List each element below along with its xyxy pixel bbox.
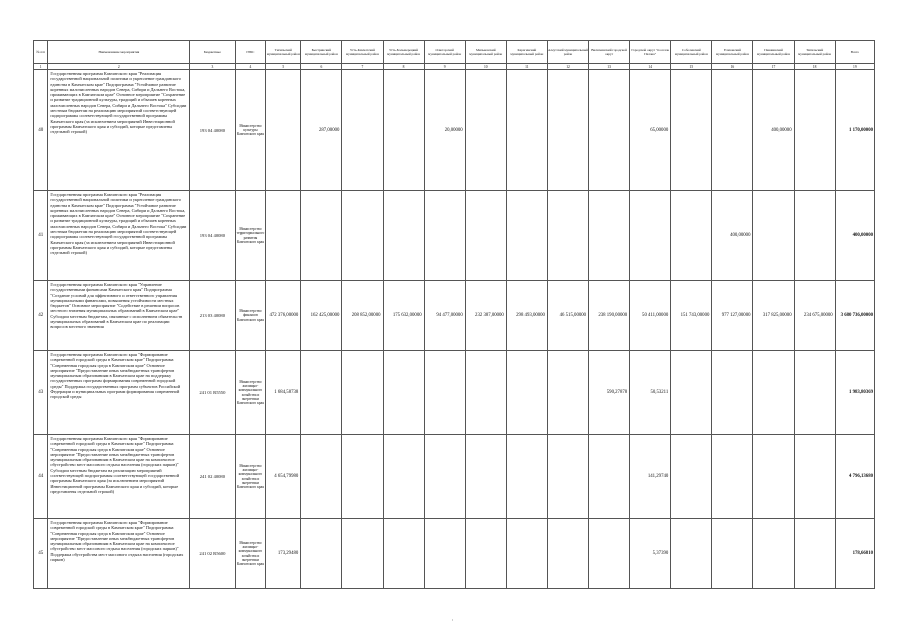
column-header: Всего bbox=[835, 41, 874, 64]
column-index-cell: 12 bbox=[547, 64, 588, 70]
district-value-cell: 20,00000 bbox=[424, 70, 465, 191]
district-value-cell bbox=[794, 519, 835, 589]
district-value-cell bbox=[342, 191, 383, 281]
district-value-cell bbox=[753, 351, 794, 435]
column-header: Карагинский муниципальный район bbox=[506, 41, 547, 64]
district-value-cell: 94 477,00000 bbox=[424, 281, 465, 351]
column-header: № п/п bbox=[34, 41, 48, 64]
district-value-cell bbox=[671, 435, 712, 519]
grbs-cell: Министерство финансов Камчатского края bbox=[235, 281, 266, 351]
grbs-cell: Министерство жилищно-коммунального хозяйства и энергетики Камчатского края bbox=[235, 351, 266, 435]
district-value-cell bbox=[753, 519, 794, 589]
budget-code-cell: 193 04 40080 bbox=[190, 191, 235, 281]
district-value-cell bbox=[383, 351, 424, 435]
column-index-cell: 9 bbox=[424, 64, 465, 70]
district-value-cell bbox=[342, 435, 383, 519]
district-value-cell bbox=[465, 351, 506, 435]
district-value-cell: 234 675,00000 bbox=[794, 281, 835, 351]
district-value-cell bbox=[547, 351, 588, 435]
district-value-cell: 400,00000 bbox=[712, 191, 753, 281]
grbs-cell: Министерство жилищно-коммунального хозяйства и энергетики Камчатского края bbox=[235, 435, 266, 519]
district-value-cell bbox=[424, 519, 465, 589]
column-header: Усть-Большерецкий муниципальный район bbox=[383, 41, 424, 64]
column-index-cell: 8 bbox=[383, 64, 424, 70]
district-value-cell bbox=[712, 351, 753, 435]
row-number-cell: 41 bbox=[34, 191, 48, 281]
district-value-cell bbox=[712, 70, 753, 191]
column-index-cell: 16 bbox=[712, 64, 753, 70]
district-value-cell bbox=[506, 519, 547, 589]
district-value-cell bbox=[424, 351, 465, 435]
budget-code-cell: 241 02 R5600 bbox=[190, 519, 235, 589]
header-row bbox=[34, 41, 875, 64]
column-header: Олюторский муниципальный район bbox=[424, 41, 465, 64]
district-value-cell bbox=[794, 351, 835, 435]
budget-code-cell: 213 03 40080 bbox=[190, 281, 235, 351]
district-value-cell bbox=[547, 191, 588, 281]
column-header: Бюджетные bbox=[190, 41, 235, 64]
measure-name-cell: Государственная программа Камчатского края "Реализация государственной национальной политики и укрепление гражданского единства в Камчатском крае" Подпрограмма "Устойчивое развитие коренных малочисленных народов Севера, Сибири и Дальнего Востока, проживающих в Камчатском крае" Основное мероприятие "Сохранение и развитие традиционной культуры, традиций и обычаев коренных малочисленных народов Севера, Сибири и Дальнего Востока" Субсидии местным бюджетам на реализацию мероприятий соответствующей подпрограммы соответствующей государственной программы Камчатского края (за исключением мероприятий Инвестиционной программы Камчатского края и субсидий, которые представлены отдельной строкой) bbox=[48, 191, 190, 281]
district-value-cell bbox=[424, 191, 465, 281]
column-header: Пенжинский муниципальный район bbox=[753, 41, 794, 64]
measure-name-cell: Государственная программа Камчатского края "Реализация государственной национальной политики и укрепление гражданского единства в Камчатском крае" Подпрограмма "Устойчивое развитие коренных малочисленных народов Севера, Сибири и Дальнего Востока, проживающих в Камчатском крае" Основное мероприятие "Сохранение и развитие традиционной культуры, традиций и обычаев коренных малочисленных народов Севера, Сибири и Дальнего Востока" Субсидии местным бюджетам на реализацию мероприятий соответствующей подпрограммы соответствующей государственной программы Камчатского края (за исключением мероприятий Инвестиционной программы Камчатского края и субсидий, которые представлены отдельной строкой) bbox=[48, 70, 190, 191]
measure-name-cell: Государственная программа Камчатского края "Управление государственными финансами Камчатского края" Подпрограмма "Создание условий для эффективного и ответственного управления муниципальными финансами, повышения устойчивости местных бюджетов" Основное мероприятие "Содействие в решении вопросов местного значения муниципальных образований в Камчатском крае" Субсидии местным бюджетам, связанные с исполнением обязательств муниципальных образований в Камчатском крае по реализации вопросов местного значения bbox=[48, 281, 190, 351]
district-value-cell bbox=[589, 519, 630, 589]
measure-name-cell: Государственная программа Камчатского края "Формирование современной городской среды в Камчатском крае" Подпрограмма "Современная городская среда в Камчатском крае" Основное мероприятие "Предоставление иных межбюджетных трансфертов муниципальным образованиям в Камчатском крае на поддержку государственных программ формирования современной городской среды" Поддержка государственных программ субъектов Российской Федерации и муниципальных программ формирования современной городской среды bbox=[48, 351, 190, 435]
district-value-cell bbox=[383, 435, 424, 519]
budget-table-sheet bbox=[33, 40, 875, 589]
district-value-cell: 4 654,79980 bbox=[266, 435, 301, 519]
district-value-cell bbox=[301, 351, 342, 435]
column-index-cell: 5 bbox=[266, 64, 301, 70]
grbs-cell: Министерство территориального развития Камчатского края bbox=[235, 191, 266, 281]
column-header: Мильковский муниципальный район bbox=[465, 41, 506, 64]
row-total-cell: 3 680 736,00000 bbox=[835, 281, 874, 351]
row-total-cell: 4 796,13680 bbox=[835, 435, 874, 519]
column-header: Соболевский муниципальный район bbox=[671, 41, 712, 64]
district-value-cell bbox=[342, 351, 383, 435]
row-number-cell: 40 bbox=[34, 70, 48, 191]
budget-code-cell: 241 01 R5550 bbox=[190, 351, 235, 435]
row-number-cell: 43 bbox=[34, 351, 48, 435]
table-row bbox=[34, 191, 875, 281]
district-value-cell bbox=[589, 70, 630, 191]
column-header: Усть-Камчатский муниципальный район bbox=[342, 41, 383, 64]
district-value-cell: 1 684,58738 bbox=[266, 351, 301, 435]
district-value-cell bbox=[547, 435, 588, 519]
column-header: ГРБС bbox=[235, 41, 266, 64]
column-index-cell: 13 bbox=[589, 64, 630, 70]
district-value-cell: 162 425,00000 bbox=[301, 281, 342, 351]
table-row bbox=[34, 351, 875, 435]
district-value-cell: 173,29480 bbox=[266, 519, 301, 589]
column-index-cell: 10 bbox=[465, 64, 506, 70]
district-value-cell: 298 493,00000 bbox=[506, 281, 547, 351]
column-header: Быстринский муниципальный район bbox=[301, 41, 342, 64]
column-index-cell: 19 bbox=[835, 64, 874, 70]
district-value-cell bbox=[342, 519, 383, 589]
district-value-cell bbox=[266, 70, 301, 191]
column-index-cell: 3 bbox=[190, 64, 235, 70]
column-header: Городской округ "поселок Палана" bbox=[630, 41, 671, 64]
district-value-cell bbox=[753, 191, 794, 281]
district-value-cell bbox=[794, 191, 835, 281]
grbs-cell: Министерство жилищно-коммунального хозяйства и энергетики Камчатского края bbox=[235, 519, 266, 589]
table-row bbox=[34, 70, 875, 191]
district-value-cell: 50,53211 bbox=[630, 351, 671, 435]
district-value-cell: 50 411,00000 bbox=[630, 281, 671, 351]
district-value-cell: 287,00000 bbox=[301, 70, 342, 191]
district-value-cell bbox=[589, 435, 630, 519]
column-index-cell: 6 bbox=[301, 64, 342, 70]
row-total-cell: 178,66810 bbox=[835, 519, 874, 589]
column-header: Тигильский муниципальный район bbox=[794, 41, 835, 64]
district-value-cell bbox=[465, 191, 506, 281]
district-value-cell bbox=[424, 435, 465, 519]
row-total-cell: 1 170,00000 bbox=[835, 70, 874, 191]
district-value-cell bbox=[712, 519, 753, 589]
district-value-cell bbox=[383, 519, 424, 589]
district-value-cell bbox=[506, 435, 547, 519]
grbs-cell: Министерство культуры Камчатского края bbox=[235, 70, 266, 191]
district-value-cell bbox=[383, 191, 424, 281]
district-value-cell bbox=[794, 435, 835, 519]
budget-table bbox=[33, 40, 875, 589]
budget-code-cell: 241 02 40080 bbox=[190, 435, 235, 519]
column-index-cell: 11 bbox=[506, 64, 547, 70]
district-value-cell: 46 515,00000 bbox=[547, 281, 588, 351]
district-value-cell bbox=[506, 351, 547, 435]
row-total-cell: 400,00000 bbox=[835, 191, 874, 281]
district-value-cell bbox=[301, 519, 342, 589]
district-value-cell: 317 825,00000 bbox=[753, 281, 794, 351]
district-value-cell bbox=[506, 191, 547, 281]
measure-name-cell: Государственная программа Камчатского края "Формирование современной городской среды в Камчатском крае" Подпрограмма "Современная городская среда в Камчатском крае" Основное мероприятие "Предоставление иных межбюджетных трансфертов муниципальным образованиям в Камчатском крае на комплексное обустройство мест массового отдыха населения (городских парков)" Субсидии местным бюджетам на реализацию мероприятий соответствующей подпрограммы соответствующей государственной программы Камчатского края (за исключением мероприятий Инвестиционной программы Камчатского края и субсидий, которые представлены отдельной строкой) bbox=[48, 435, 190, 519]
district-value-cell: 400,00000 bbox=[753, 70, 794, 191]
district-value-cell: 141,29740 bbox=[630, 435, 671, 519]
district-value-cell: 232 387,00000 bbox=[465, 281, 506, 351]
district-value-cell: 5,37390 bbox=[630, 519, 671, 589]
district-value-cell bbox=[794, 70, 835, 191]
district-value-cell bbox=[589, 191, 630, 281]
table-row bbox=[34, 435, 875, 519]
district-value-cell bbox=[465, 70, 506, 191]
district-value-cell bbox=[671, 191, 712, 281]
district-value-cell bbox=[753, 435, 794, 519]
district-value-cell bbox=[266, 191, 301, 281]
column-index-cell: 15 bbox=[671, 64, 712, 70]
column-index-cell: 18 bbox=[794, 64, 835, 70]
district-value-cell bbox=[671, 351, 712, 435]
column-index-cell: 7 bbox=[342, 64, 383, 70]
district-value-cell: 238 190,00000 bbox=[589, 281, 630, 351]
district-value-cell bbox=[671, 70, 712, 191]
district-value-cell bbox=[383, 70, 424, 191]
column-index-cell: 2 bbox=[48, 64, 190, 70]
page-mark: ' bbox=[452, 620, 453, 625]
district-value-cell bbox=[630, 191, 671, 281]
district-value-cell: 208 852,00000 bbox=[342, 281, 383, 351]
district-value-cell: 590,27878 bbox=[589, 351, 630, 435]
column-index-cell: 4 bbox=[235, 64, 266, 70]
district-value-cell bbox=[547, 519, 588, 589]
district-value-cell bbox=[301, 191, 342, 281]
district-value-cell bbox=[547, 70, 588, 191]
column-index-cell: 1 bbox=[34, 64, 48, 70]
district-value-cell: 65,00000 bbox=[630, 70, 671, 191]
district-value-cell bbox=[342, 70, 383, 191]
row-number-cell: 42 bbox=[34, 281, 48, 351]
table-row bbox=[34, 519, 875, 589]
district-value-cell bbox=[671, 519, 712, 589]
district-value-cell bbox=[465, 519, 506, 589]
column-header: Тигильский муниципальный район bbox=[266, 41, 301, 64]
column-header: Наименование мероприятия bbox=[48, 41, 190, 64]
district-value-cell bbox=[506, 70, 547, 191]
district-value-cell bbox=[301, 435, 342, 519]
column-header: Алеутский муниципальный район bbox=[547, 41, 588, 64]
column-header: Елизовский муниципальный район bbox=[712, 41, 753, 64]
measure-name-cell: Государственная программа Камчатского края "Формирование современной городской среды в Камчатском крае" Подпрограмма "Современная городская среда в Камчатском крае" Основное мероприятие "Предоставление иных межбюджетных трансфертов муниципальным образованиям в Камчатском крае на комплексное обустройство мест массового отдыха населения (городских парков)" Поддержка обустройства мест массового отдыха населения (городских парков) bbox=[48, 519, 190, 589]
row-number-cell: 44 bbox=[34, 435, 48, 519]
row-total-cell: 1 983,80369 bbox=[835, 351, 874, 435]
district-value-cell bbox=[712, 435, 753, 519]
district-value-cell bbox=[465, 435, 506, 519]
district-value-cell: 175 632,00000 bbox=[383, 281, 424, 351]
table-row bbox=[34, 281, 875, 351]
district-value-cell: 472 376,00000 bbox=[266, 281, 301, 351]
table-body bbox=[34, 70, 875, 589]
column-index-cell: 14 bbox=[630, 64, 671, 70]
budget-code-cell: 193 04 40080 bbox=[190, 70, 235, 191]
district-value-cell: 977 127,00000 bbox=[712, 281, 753, 351]
column-header: Вилючинский городской округ bbox=[589, 41, 630, 64]
district-value-cell: 151 743,00000 bbox=[671, 281, 712, 351]
column-index-cell: 17 bbox=[753, 64, 794, 70]
row-number-cell: 45 bbox=[34, 519, 48, 589]
